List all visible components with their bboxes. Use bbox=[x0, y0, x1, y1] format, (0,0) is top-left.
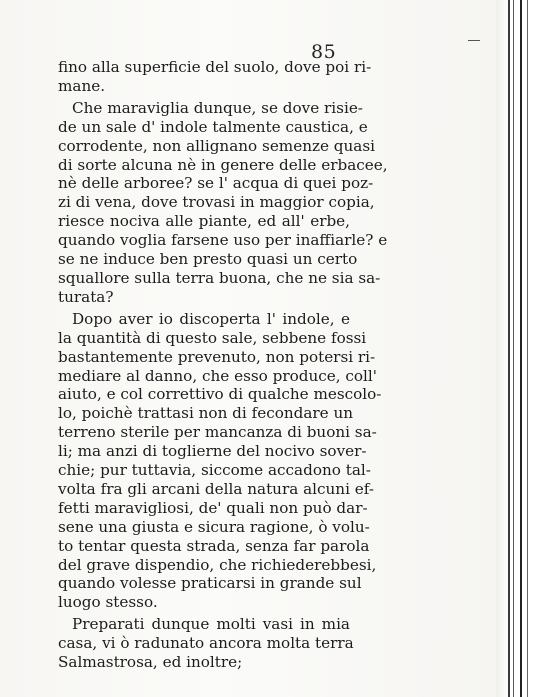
text-line: fino alla superficie del suolo, dove poi ri- bbox=[58, 58, 372, 76]
text-line: di sorte alcuna nè in genere delle erbacee, bbox=[58, 155, 388, 174]
text-line: turata? bbox=[58, 287, 114, 306]
text-line: la quantità di questo sale, sebbene fossi bbox=[58, 328, 367, 347]
text-line: del grave dispendio, che richiederebbesi, bbox=[58, 555, 377, 574]
text-line: zi di vena, dove trovasi in maggior copia, bbox=[58, 193, 375, 212]
text-line: Dopo aver io discoperta l' indole, e bbox=[72, 309, 350, 328]
text-line: se ne induce ben presto quasi un certo bbox=[58, 250, 358, 269]
text-line: lo, poichè trattasi non di fecondare un bbox=[58, 404, 354, 423]
text-line: luogo stesso. bbox=[58, 593, 158, 612]
text-body bbox=[58, 58, 388, 672]
page-edge-line bbox=[520, 0, 522, 697]
text-line: riesce nociva alle piante, ed all' erbe, bbox=[58, 212, 350, 231]
text-line: quando voglia farsene uso per inaffiarle? e bbox=[58, 231, 388, 250]
text-line: de un sale d' indole talmente caustica, e bbox=[58, 117, 368, 136]
text-line: mediare al danno, che esso produce, coll' bbox=[58, 366, 377, 385]
page-edge-line bbox=[508, 0, 510, 697]
paragraph bbox=[58, 58, 372, 96]
text-line: Salmastrosa, ed inoltre; bbox=[58, 653, 243, 672]
text-line: terreno sterile per mancanza di buoni sa- bbox=[58, 423, 377, 442]
text-line: nè delle arboree? se l' acqua di quei poz- bbox=[58, 174, 374, 193]
text-line: bastantemente prevenuto, non potersi ri- bbox=[58, 347, 376, 366]
text-line: mane. bbox=[58, 76, 106, 95]
text-line: li; ma anzi di toglierne del nocivo sover- bbox=[58, 442, 367, 461]
page-edge-line bbox=[513, 0, 514, 697]
paragraph bbox=[58, 309, 382, 613]
book-edge bbox=[496, 0, 538, 697]
paragraph bbox=[58, 615, 354, 672]
text-line: casa, vi ò radunato ancora molta terra bbox=[58, 634, 354, 653]
text-line: volta fra gli arcani della natura alcuni ef- bbox=[58, 479, 374, 498]
text-line: fetti maravigliosi, de' quali non può dar- bbox=[58, 498, 368, 517]
text-line: Preparati dunque molti vasi in mia bbox=[72, 615, 350, 634]
text-line: sene una giusta e sicura ragione, ò volu- bbox=[58, 517, 370, 536]
page-number: 85 bbox=[311, 41, 337, 63]
text-line: aiuto, e col correttivo di qualche mescolo- bbox=[58, 385, 382, 404]
text-line: quando volesse praticarsi in grande sul bbox=[58, 574, 362, 593]
text-line: chie; pur tuttavia, siccome accadono tal- bbox=[58, 461, 371, 480]
text-line: to tentar questa strada, senza far parola bbox=[58, 536, 370, 555]
text-line: squallore sulla terra buona, che ne sia sa- bbox=[58, 268, 381, 287]
page-edge-line bbox=[527, 0, 528, 697]
text-line: corrodente, non allignano semenze quasi bbox=[58, 136, 376, 155]
scan-mark bbox=[468, 40, 480, 41]
text-line: Che maraviglia dunque, se dove risie- bbox=[72, 98, 363, 117]
paragraph bbox=[58, 98, 388, 307]
